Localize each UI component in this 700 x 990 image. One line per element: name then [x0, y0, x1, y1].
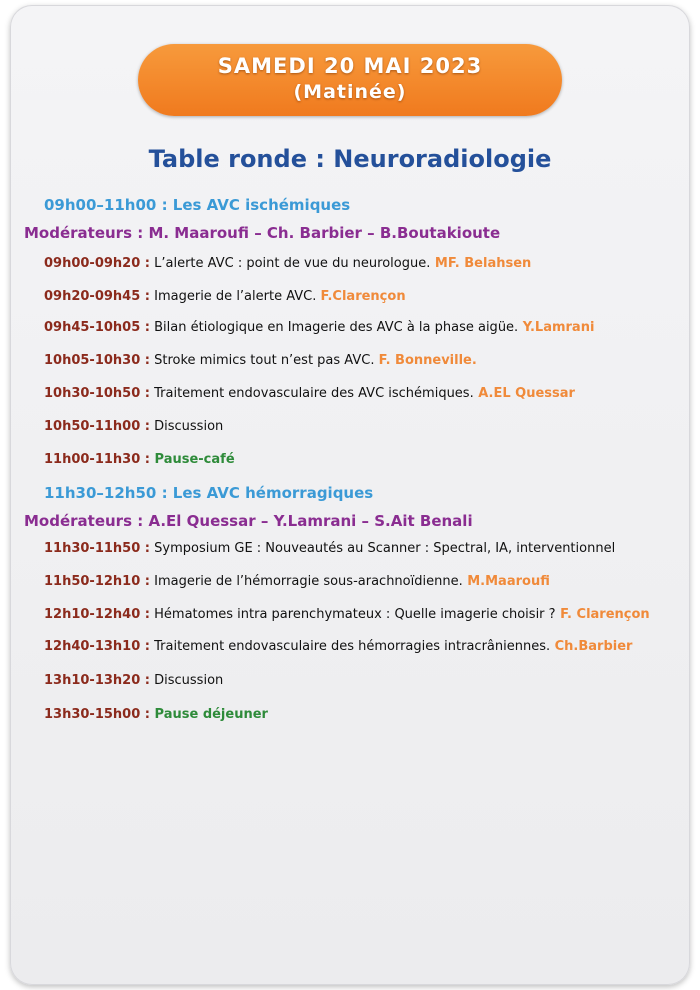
item-title: Traitement endovasculaire des hémorragies intracrâniennes.	[150, 639, 551, 654]
item-time: 12h40-13h10 :	[44, 639, 150, 654]
item-time: 11h50-12h10 :	[44, 574, 150, 589]
program-item	[44, 386, 575, 401]
banner-date: SAMEDI 20 MAI 2023	[217, 54, 483, 78]
program-item	[44, 607, 650, 622]
item-title: Imagerie de l’hémorragie sous-arachnoïdienne.	[150, 574, 463, 589]
item-title: Stroke mimics tout n’est pas AVC.	[150, 353, 379, 368]
item-title: Discussion	[150, 419, 224, 434]
program-item	[44, 574, 550, 589]
item-speaker: A.EL Quessar	[473, 386, 575, 401]
item-title: Hématomes intra parenchymateux : Quelle imagerie choisir ?	[150, 607, 556, 622]
item-title: Bilan étiologique en Imagerie des AVC à la phase aigüe.	[150, 320, 519, 335]
item-time: 10h50-11h00 :	[44, 419, 150, 434]
item-time: 10h05-10h30 :	[44, 353, 150, 368]
program-item	[44, 419, 223, 434]
page-title: Table ronde : Neuroradiologie	[148, 145, 552, 173]
program-item	[44, 256, 531, 271]
coffee-break-label: Pause-café	[150, 452, 235, 467]
item-time: 09h00-09h20 :	[44, 256, 150, 271]
item-title: Imagerie de l’alerte AVC.	[150, 289, 321, 304]
moderators-session2: Modérateurs : A.El Quessar – Y.Lamrani – S.Ait Benali	[24, 512, 473, 530]
item-speaker: F. Bonneville.	[378, 353, 477, 368]
item-speaker: MF. Belahsen	[430, 256, 532, 271]
item-title: Traitement endovasculaire des AVC ischémiques.	[150, 386, 474, 401]
program-item	[44, 320, 594, 335]
program-item	[44, 673, 223, 688]
program-item-break	[44, 452, 235, 467]
program-item-break	[44, 707, 268, 722]
item-time: 09h20-09h45 :	[44, 289, 150, 304]
program-item	[44, 353, 477, 368]
item-time: 11h30-11h50 :	[44, 541, 150, 556]
item-speaker: F. Clarençon	[555, 607, 650, 622]
item-speaker: F.Clarençon	[320, 289, 406, 304]
date-banner	[138, 44, 562, 116]
session-header-hemorrhagic: 11h30–12h50 : Les AVC hémorragiques	[44, 484, 374, 502]
item-time: 12h10-12h40 :	[44, 607, 150, 622]
item-time: 13h10-13h20 :	[44, 673, 150, 688]
moderators-session1: Modérateurs : M. Maaroufi – Ch. Barbier – B.Boutakioute	[24, 224, 501, 242]
item-time: 10h30-10h50 :	[44, 386, 150, 401]
item-speaker: Y.Lamrani	[518, 320, 595, 335]
program-item	[44, 541, 615, 556]
item-time: 09h45-10h05 :	[44, 320, 150, 335]
item-time: 11h00-11h30 :	[44, 452, 150, 467]
session-header-ischemic: 09h00–11h00 : Les AVC ischémiques	[44, 196, 351, 214]
item-title: Symposium GE : Nouveautés au Scanner : Spectral, IA, interventionnel	[150, 541, 616, 556]
item-title: L’alerte AVC : point de vue du neurologue.	[150, 256, 431, 271]
program-item	[44, 289, 406, 304]
item-time: 13h30-15h00 :	[44, 707, 150, 722]
item-speaker: M.Maaroufi	[462, 574, 550, 589]
lunch-break-label: Pause déjeuner	[150, 707, 268, 722]
program-item	[44, 639, 632, 654]
item-title: Discussion	[150, 673, 224, 688]
banner-period: (Matinée)	[293, 81, 407, 103]
item-speaker: Ch.Barbier	[550, 639, 633, 654]
